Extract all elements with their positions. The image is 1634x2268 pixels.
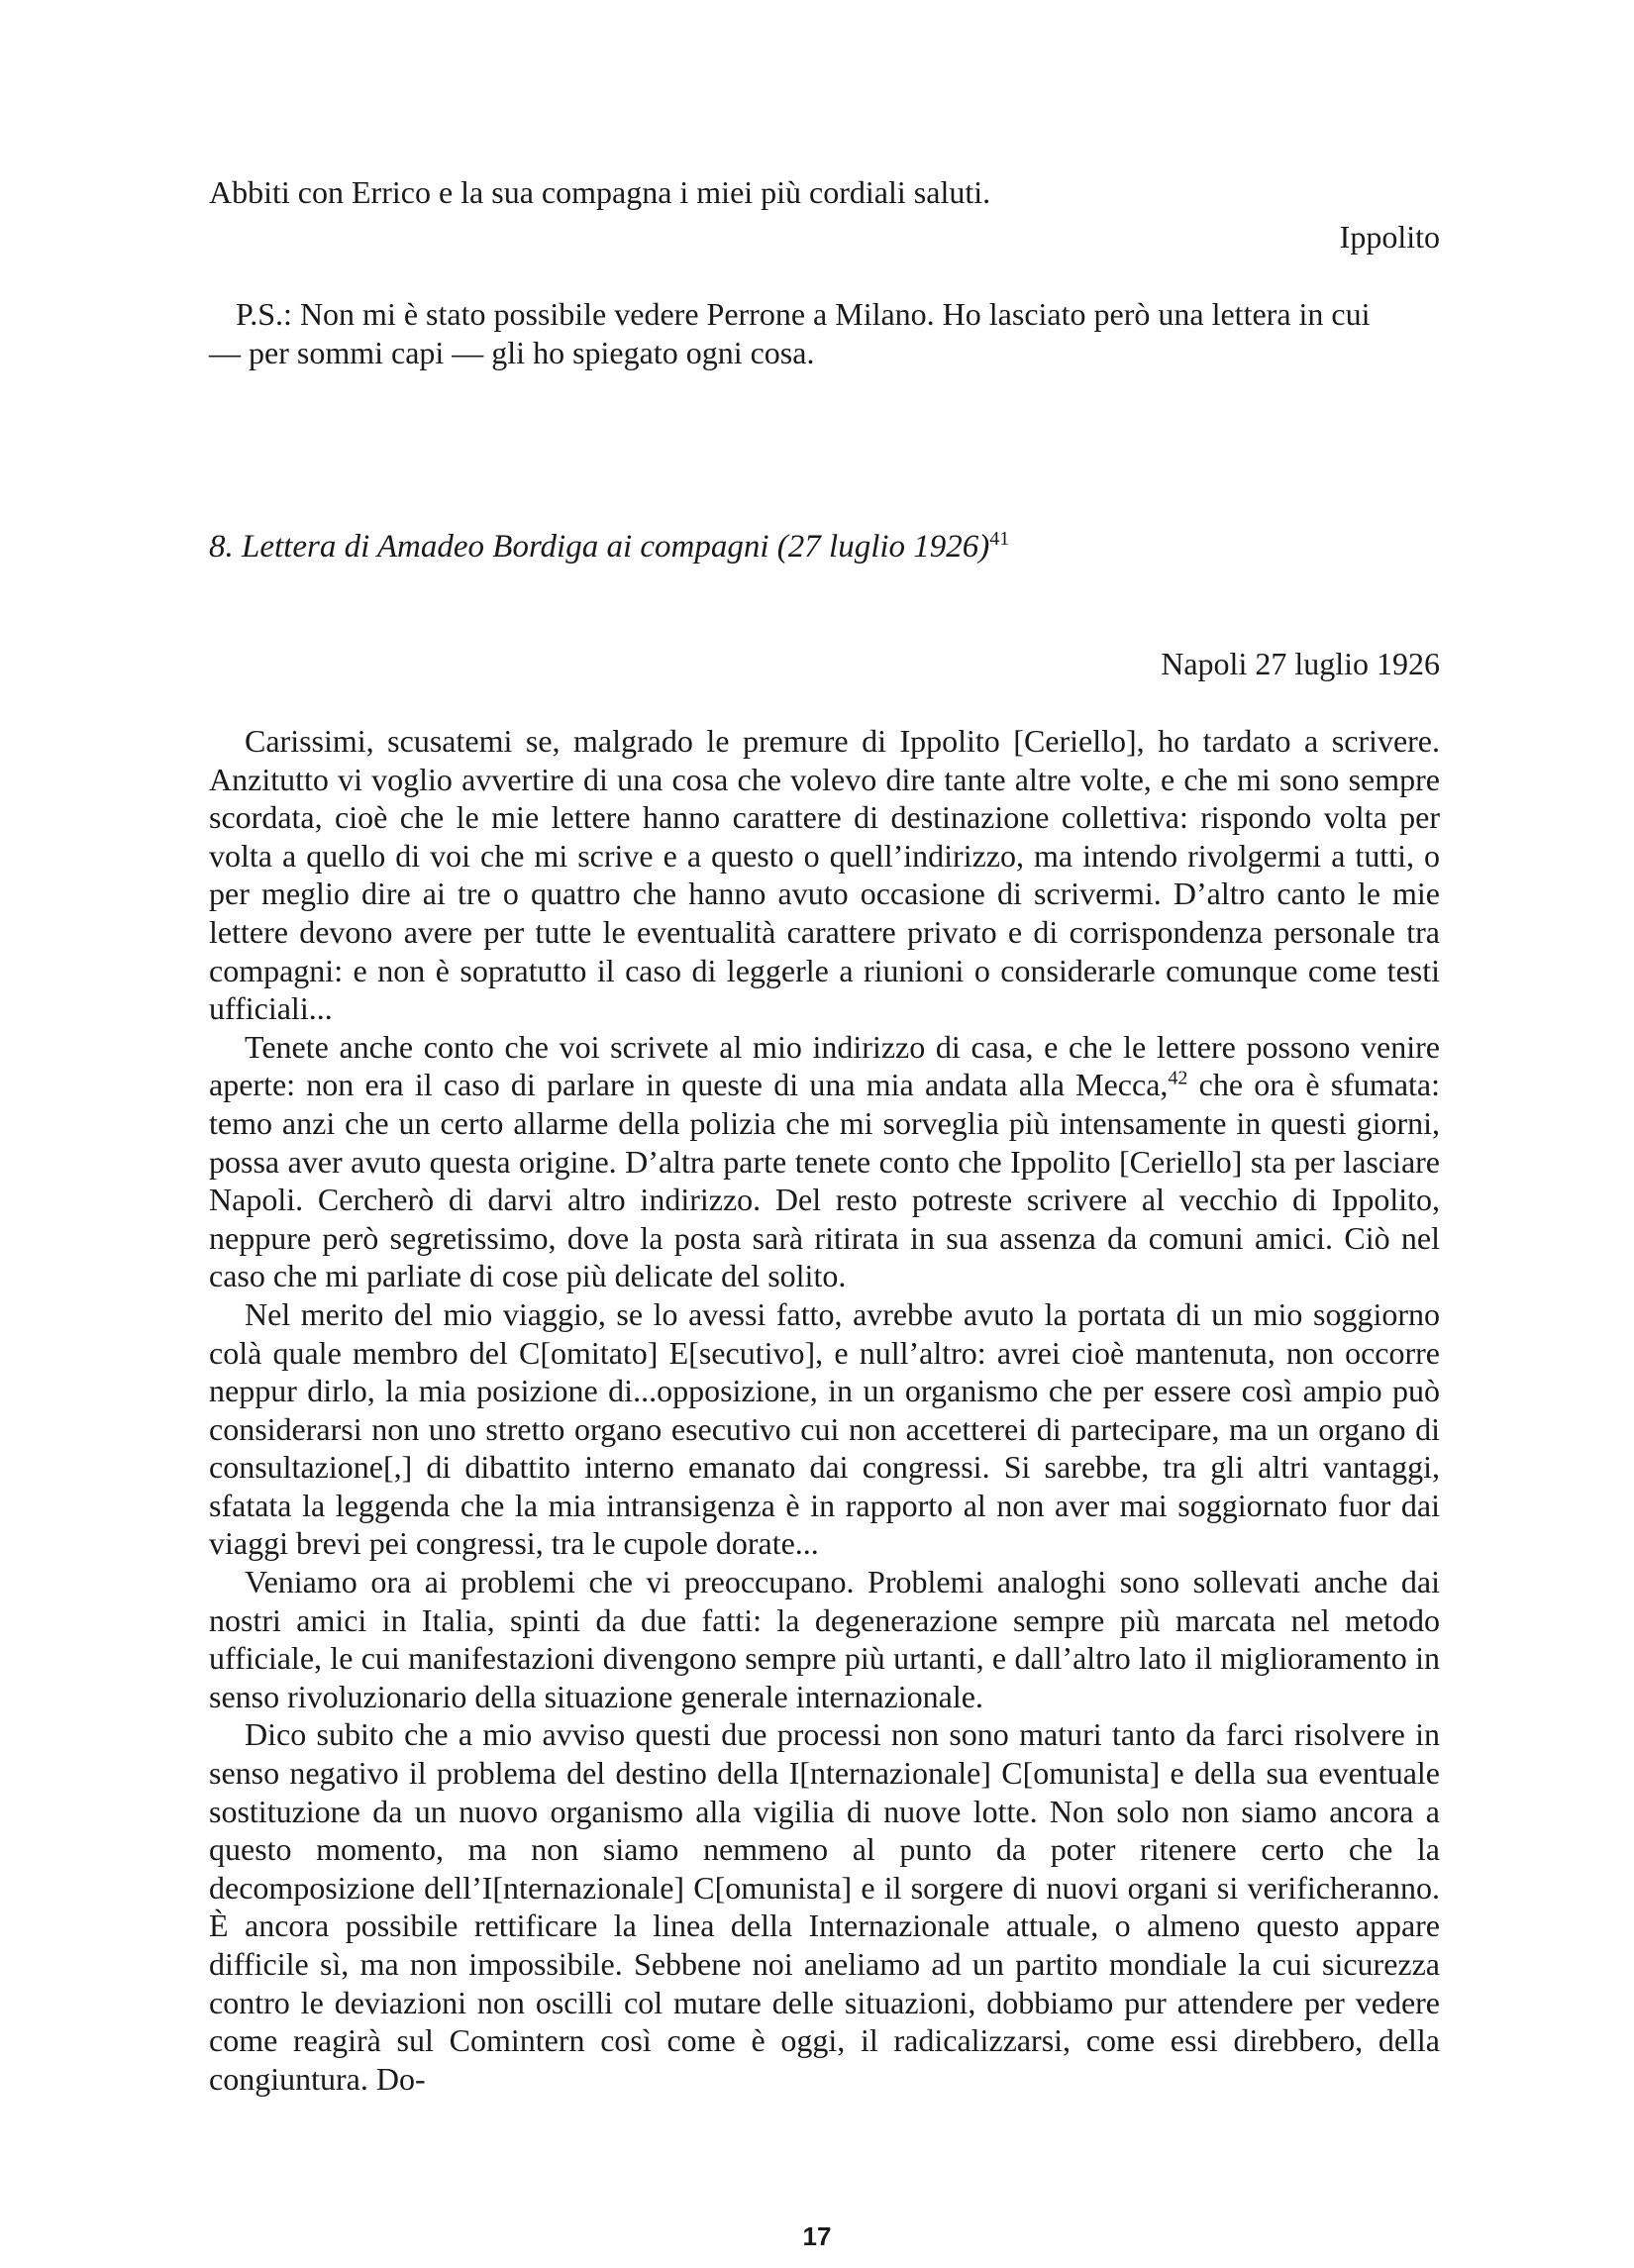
closing-greeting: Abbiti con Errico e la sua compagna i miei più cordiali saluti. [209,174,991,210]
letter-dateline: Napoli 27 luglio 1926 [1161,646,1440,681]
letter-paragraph-2 [209,1028,1440,1295]
letter-body [209,722,1440,2098]
footnote-ref-41: 41 [989,528,1010,550]
postscript-line-2: — per sommi capi — gli ho spiegato ogni cosa. [209,334,815,370]
letter-paragraph-3: Nel merito del mio viaggio, se lo avessi fatto, avrebbe avuto la portata di un mio soggiorno colà quale membro del C[omitato] E[secutivo], e null’altro: avrei cioè mantenuta, non occorre neppur dirlo, la mia posizione di...opposizione, in un organismo che per essere così ampio può considerarsi non uno stretto organo esecutivo cui non accetterei di partecipare, ma un organo di consultazione[,] di dibattito interno emanato dai congressi. Si sarebbe, tra gli altri vantaggi, sfatata la leggenda che la mia intransigenza è in rapporto al non aver mai soggiornato fuor dai viaggi brevi pei congressi, tra le cupole dorate... [209,1295,1440,1562]
section-number: 8. [209,529,234,565]
signature: Ippolito [1339,219,1440,255]
postscript [209,295,1440,371]
postscript-line-1: P.S.: Non mi è stato possibile vedere Perrone a Milano. Ho lasciato però una lettera in cui [236,296,1371,332]
letter-paragraph-2-part-a: Tenete anche conto che voi scrivete al mio indirizzo di casa, e che le lettere possono venire aperte: non era il caso di parlare in queste di una mia andata alla Mecca, [209,1028,1440,1103]
section-title: Lettera di Amadeo Bordiga ai compagni (27 luglio 1926) [242,529,990,565]
footnote-ref-42: 42 [1168,1067,1188,1089]
letter-paragraph-1: Carissimi, scusatemi se, malgrado le premure di Ippolito [Ceriello], ho tardato a scrivere. Anzitutto vi voglio avvertire di una cosa che volevo dire tante altre volte, e che mi sono sempre scordata, cioè che le mie lettere hanno carattere di destinazione collettiva: rispondo volta per volta a quello di voi che mi scrive e a questo o quell’indirizzo, ma intendo rivolgermi a tutti, o per meglio dire ai tre o quattro che hanno avuto occasione di scrivermi. D’altro canto le mie lettere devono avere per tutte le eventualità carattere privato e di corrispondenza personale tra compagni: e non è sopratutto il caso di leggerle a riunioni o considerarle comunque come testi ufficiali... [209,723,1440,1027]
section-heading [209,527,1009,567]
letter-paragraph-2-part-b: che ora è sfumata: temo anzi che un certo allarme della polizia che mi sorveglia più intensamente in questi giorni, possa aver avuto questa origine. D’altra parte tenete conto che Ippolito [Ceriello] sta per lasciare Napoli. Cercherò di darvi altro indirizzo. Del resto potreste scrivere al vecchio di Ippolito, neppure però segretissimo, dove la posta sarà ritirata in sua assenza da comuni amici. Ciò nel caso che mi parliate di cose più delicate del solito. [209,1067,1440,1294]
letter-paragraph-5: Dico subito che a mio avviso questi due processi non sono maturi tanto da farci risolvere in senso negativo il problema del destino della I[nternazionale] C[omunista] e della sua eventuale sostituzione da un nuovo organismo alla vigilia di nuove lotte. Non solo non siamo ancora a questo momento, ma non siamo nemmeno al punto da poter ritenere certo che la decomposizione dell’I[nternazionale] C[omunista] e il sorgere di nuovi organi si verificheranno. È ancora possibile rettificare la linea della Internazionale attuale, o almeno questo appare difficile sì, ma non impossibile. Sebbene noi aneliamo ad un partito mondiale la cui sicurezza contro le deviazioni non oscilli col mutare delle situazioni, dobbiamo pur attendere per vedere come reagirà sul Comintern così come è oggi, il radicalizzarsi, come essi direbbero, della congiuntura. Do- [209,1716,1440,2097]
page-number: 17 [802,2221,832,2251]
letter-paragraph-4: Veniamo ora ai problemi che vi preoccupano. Problemi analoghi sono sollevati anche dai nostri amici in Italia, spinti da due fatti: la degenerazione sempre più marcata nel metodo ufficiale, le cui manifestazioni divengono sempre più urtanti, e dall’altro lato il miglioramento in senso rivoluzionario della situazione generale internazionale. [209,1564,1440,1714]
